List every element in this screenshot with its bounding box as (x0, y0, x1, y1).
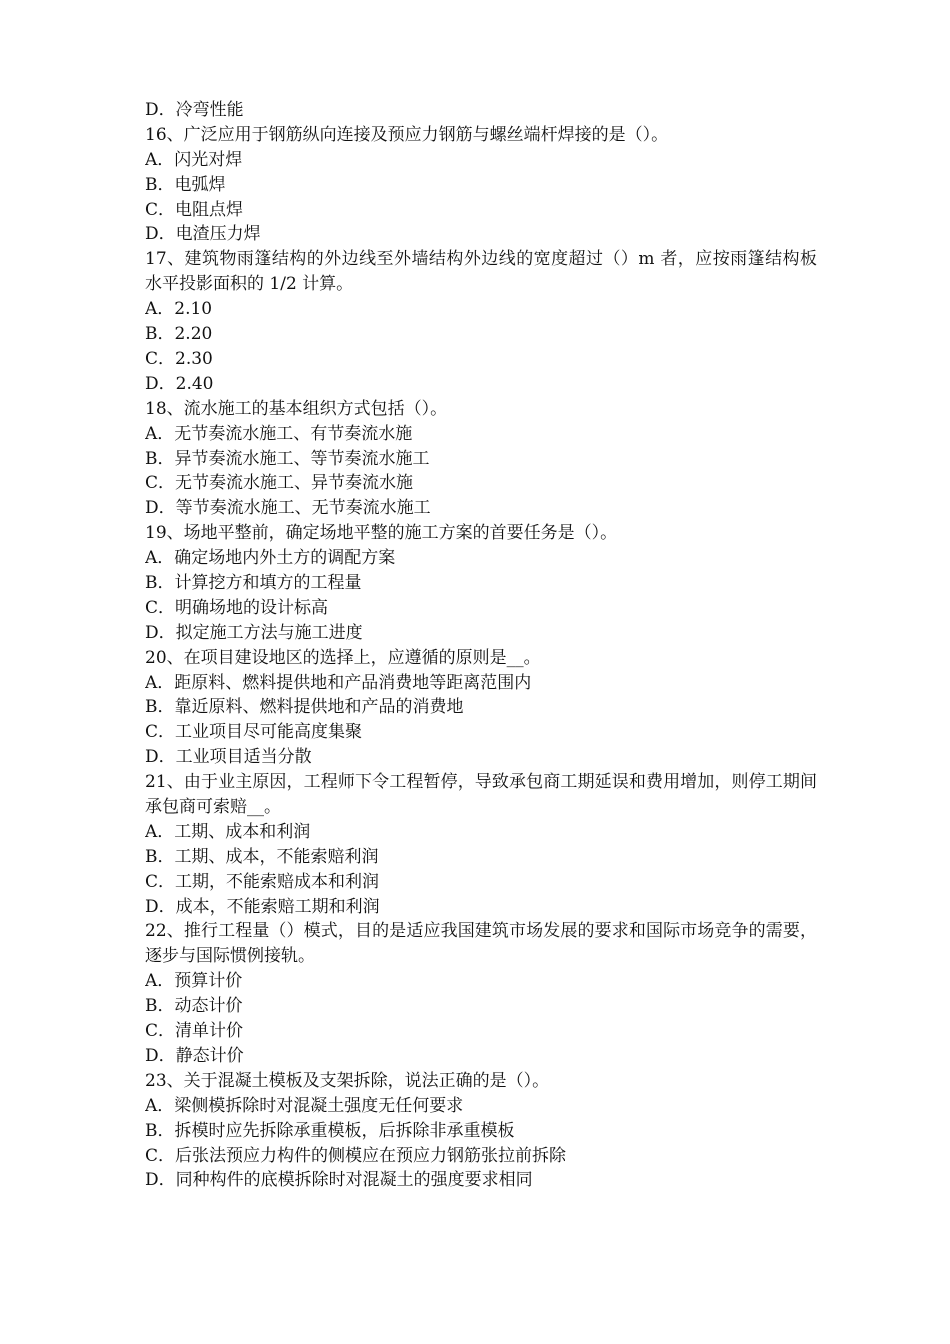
option-line: A．工期、成本和利润 (145, 821, 311, 842)
question-stem: 20、在项目建设地区的选择上，应遵循的原则是__。 (145, 647, 541, 668)
option-line: D．2.40 (145, 373, 214, 394)
question-stem: 16、广泛应用于钢筋纵向连接及预应力钢筋与螺丝端杆焊接的是（）。 (145, 124, 669, 145)
option-line: C．清单计价 (145, 1021, 244, 1042)
option-line: A．无节奏流水施工、有节奏流水施 (145, 423, 413, 444)
question-stem: 21、由于业主原因，工程师下令工程暂停，导致承包商工期延误和费用增加，则停工期间承包商可索赔__。 (145, 772, 817, 817)
option-line: B．计算挖方和填方的工程量 (145, 572, 362, 593)
option-line: A．距原料、燃料提供地和产品消费地等距离范围内 (145, 672, 532, 693)
option-line: B．靠近原料、燃料提供地和产品的消费地 (145, 697, 464, 718)
option-line: C．明确场地的设计标高 (145, 597, 329, 618)
question-stem: 18、流水施工的基本组织方式包括（）。 (145, 398, 448, 419)
option-line: C．无节奏流水施工、异节奏流水施 (145, 473, 414, 494)
option-line: C．后张法预应力构件的侧模应在预应力钢筋张拉前拆除 (145, 1145, 567, 1166)
question-stem: 17、建筑物雨篷结构的外边线至外墙结构外边线的宽度超过（）m 者，应按雨篷结构板水平投影面积的 1/2 计算。 (145, 249, 817, 295)
option-line: C．电阻点焊 (145, 199, 244, 220)
option-line: D．同种构件的底模拆除时对混凝土的强度要求相同 (145, 1170, 533, 1191)
option-line: B．工期、成本，不能索赔利润 (145, 846, 379, 867)
option-line: D．成本，不能索赔工期和利润 (145, 896, 380, 917)
option-line: C．工期，不能索赔成本和利润 (145, 871, 380, 892)
option-line: B．2.20 (145, 324, 213, 345)
question-list (145, 98, 817, 1193)
question-stem: 19、场地平整前，确定场地平整的施工方案的首要任务是（）。 (145, 523, 618, 544)
option-line: D．工业项目适当分散 (145, 747, 312, 768)
question-stem: 22、推行工程量（）模式，目的是适应我国建筑市场发展的要求和国际市场竞争的需要，逐步与国际惯例接轨。 (145, 921, 817, 967)
option-line: B．拆模时应先拆除承重模板，后拆除非承重模板 (145, 1120, 515, 1141)
option-line: A．确定场地内外土方的调配方案 (145, 548, 396, 569)
option-line: D．冷弯性能 (145, 100, 244, 120)
question-stem: 23、关于混凝土模板及支架拆除，说法正确的是（）。 (145, 1070, 550, 1091)
option-line: A．梁侧模拆除时对混凝土强度无任何要求 (145, 1095, 464, 1116)
option-line: D．电渣压力焊 (145, 224, 261, 245)
option-line: A．2.10 (145, 299, 213, 320)
option-line: B．异节奏流水施工、等节奏流水施工 (145, 448, 430, 469)
option-line: C．工业项目尽可能高度集聚 (145, 722, 363, 743)
option-line: B．电弧焊 (145, 174, 226, 195)
option-line: D．静态计价 (145, 1045, 244, 1066)
option-line: A．闪光对焊 (145, 149, 243, 170)
option-line: D．拟定施工方法与施工进度 (145, 622, 363, 643)
option-line: C．2.30 (145, 348, 213, 369)
option-line: A．预算计价 (145, 971, 243, 992)
option-line: D．等节奏流水施工、无节奏流水施工 (145, 498, 431, 519)
option-line: B．动态计价 (145, 996, 243, 1017)
